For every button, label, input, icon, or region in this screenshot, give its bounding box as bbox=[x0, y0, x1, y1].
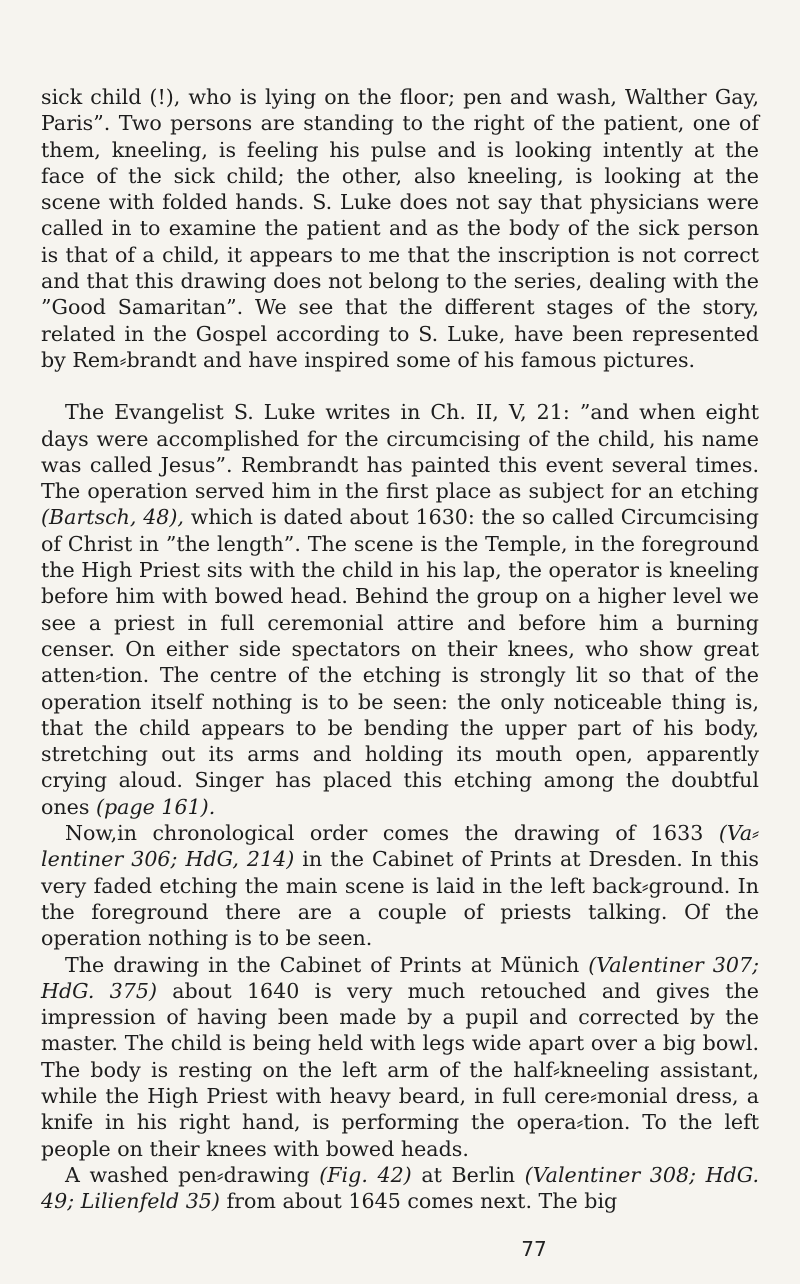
paragraph-text: The drawing in the Cabinet of Prints at Münich bbox=[65, 952, 589, 977]
reference-figure: (Fig. 42) bbox=[319, 1162, 412, 1187]
paragraph-text: at Berlin bbox=[411, 1162, 525, 1187]
paragraph-berlin-drawing bbox=[41, 1162, 759, 1215]
page-number: 77 bbox=[521, 1237, 547, 1261]
reference-valentiner-308: (Valentiner 308; HdG. 49; Lilienfeld 35) bbox=[41, 1162, 760, 1214]
reference-valentiner-307: (Valentiner 307; HdG. 375) bbox=[41, 952, 760, 1003]
reference-page: (page 161). bbox=[95, 794, 216, 819]
paragraph-munich-drawing bbox=[41, 952, 759, 1162]
page-body bbox=[41, 84, 759, 1214]
reference-bartsch: (Bartsch, 48), bbox=[41, 505, 184, 530]
paragraph-text: Now,in chronological order comes the drawing of 1633 bbox=[65, 821, 719, 846]
paragraph-sick-child: sick child (!), who is lying on the floor; pen and wash, Walther Gay, Paris”. Two persons are standing to the right of the patient, one of them, kneeling, is feeling his pulse and is looking intently at the face of the sick child; the other, also kneeling, is looking at the scene with folded hands. S. Luke does not say that physicians were called in to examine the patient and as the body of the sick person is that of a child, it appears to me that the inscription is not correct and that this drawing does not belong to the series, dealing with the ”Good Samaritan”. We see that the different stages of the story, related in the Gospel according to S. Luke, have been represented by Rem⸗brandt and have inspired some of his famous pictures. bbox=[41, 85, 759, 372]
reference-valentiner-306: (Va⸗lentiner 306; HdG, 214) bbox=[41, 821, 759, 872]
paragraph-text: from about 1645 comes next. The big bbox=[219, 1189, 618, 1214]
paragraph-dresden-drawing bbox=[41, 820, 759, 951]
paragraph-text: The Evangelist S. Luke writes in Ch. II, V, 21: ”and when eight days were accomplished for the circumcising of the child, his name was called Jesus”. Rembrandt has painted this event several times. The operation served him in the first place as subject for an etching bbox=[41, 400, 759, 504]
paragraph-text: in the Cabinet of Prints at Dresden. In this very faded etching the main scene is laid in the left back⸗ground. In the foreground there are a couple of priests talking. Of the operation nothing is to be seen. bbox=[41, 847, 760, 951]
paragraph-text: which is dated about 1630: the so called Circumcising of Christ in ”the length”. The scene is the Temple, in the foreground the High Priest sits with the child in his lap, the operator is kneeling before him with bowed head. Behind the group on a higher level we see a priest in full ceremonial attire and before him a burning censer. On either side spectators on their knees, who show great atten⸗tion. The centre of the etching is strongly lit so that of the operation itself nothing is to be seen: the only noticeable thing is, that the child appears to be bending the upper part of his body, stretching out its arms and holding its mouth open, apparently crying aloud. Singer has placed this etching among the doubtful ones bbox=[41, 505, 759, 819]
paragraph-text: about 1640 is very much retouched and gives the impression of having been made by a pupil and corrected by the master. The child is being held with legs wide apart over a big bowl. The body is resting on the left arm of the half⸗kneeling assistant, while the High Priest with heavy beard, in full cere⸗monial dress, a knife in his right hand, is performing the opera⸗tion. To the left people on their knees with bowed heads. bbox=[41, 978, 759, 1161]
paragraph-circumcision-etching bbox=[41, 399, 759, 820]
paragraph-text: A washed pen⸗drawing bbox=[65, 1162, 320, 1187]
